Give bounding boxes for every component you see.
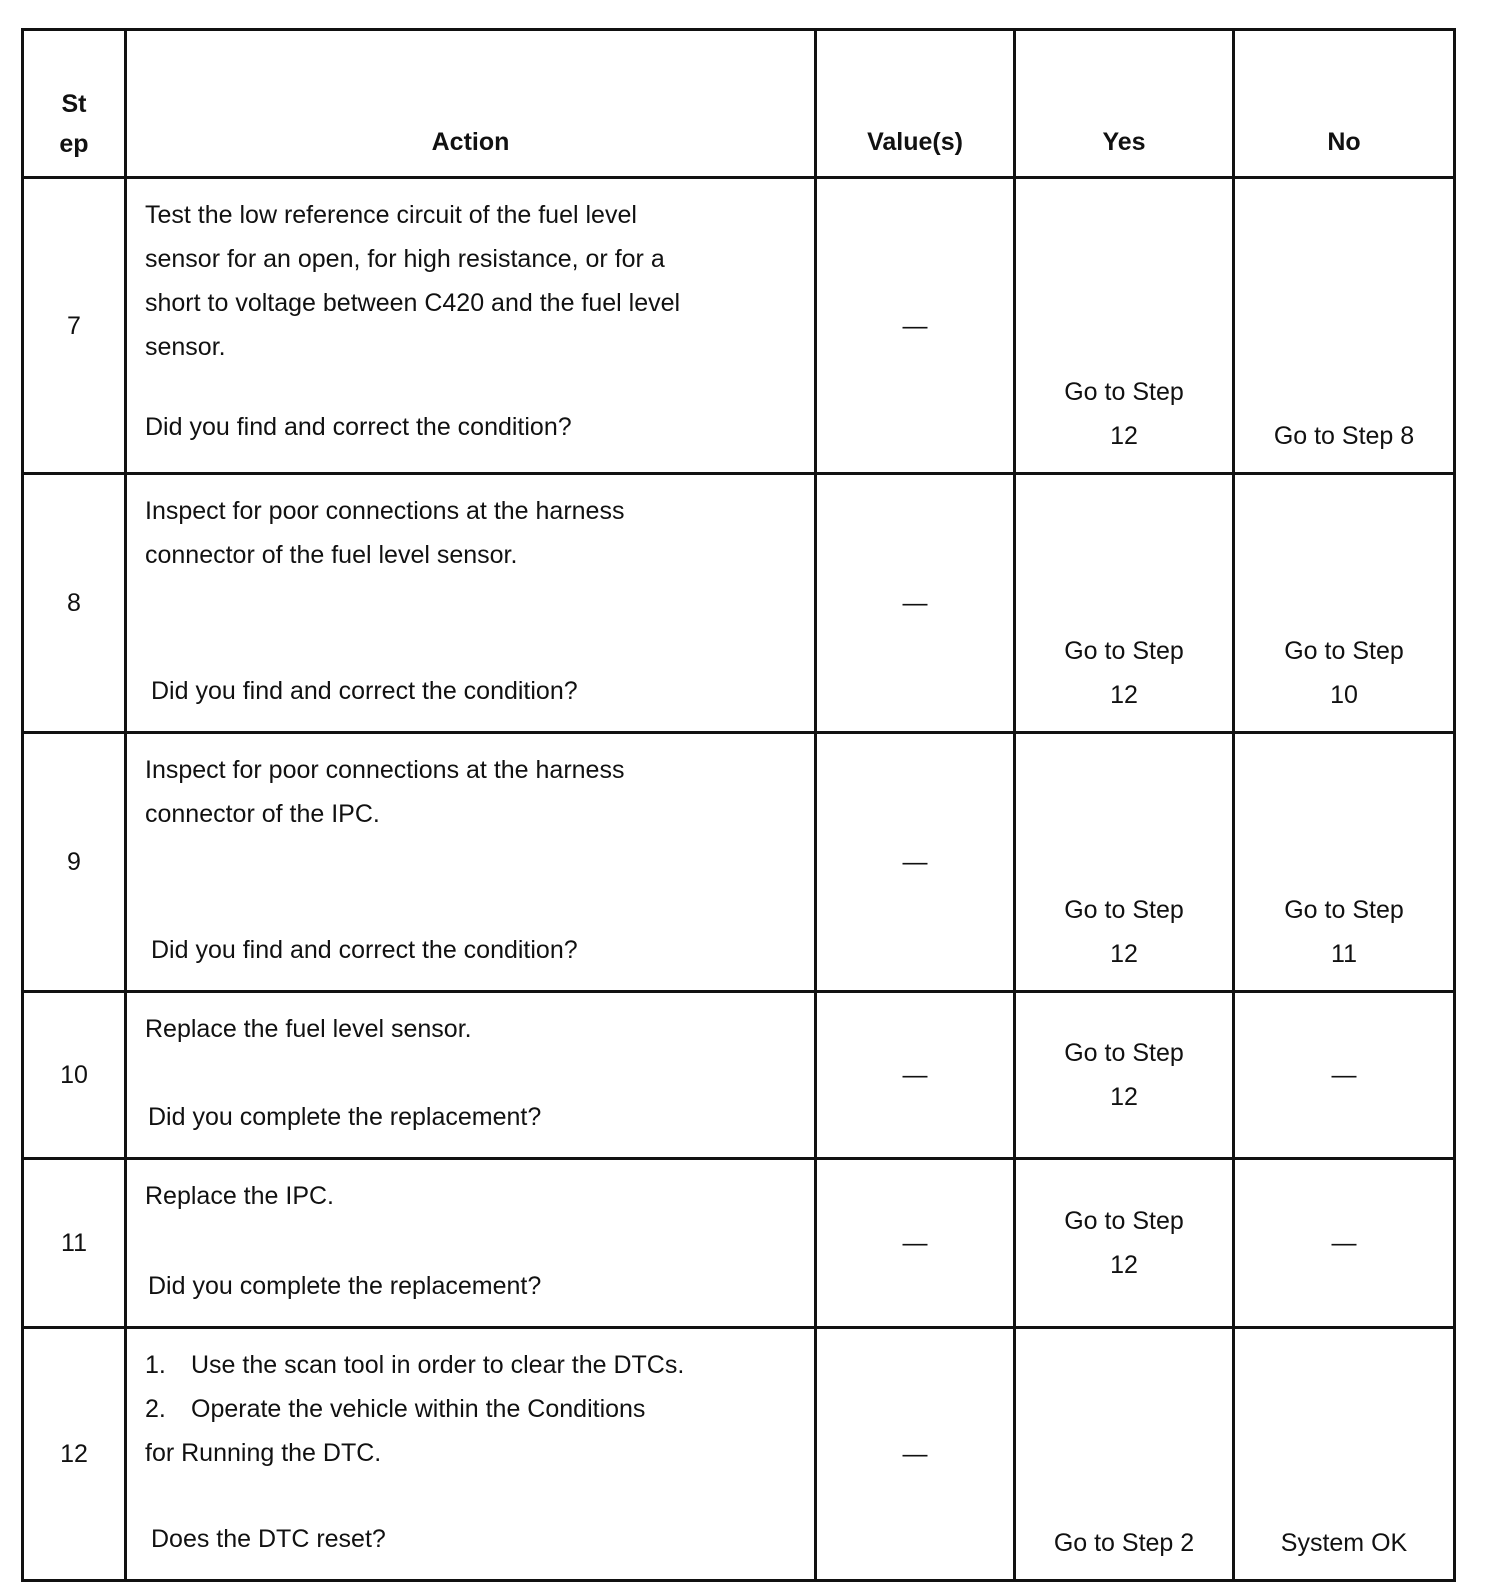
list-text: Use the scan tool in order to clear the DTCs. [191,1351,685,1379]
list-text: Operate the vehicle within the Conditions [191,1395,646,1423]
step-number: 10 [23,992,126,1159]
table-row [23,733,1455,992]
header-step [23,30,126,178]
no-line: 11 [1331,940,1357,968]
action-line: Test the low reference circuit of the fuel level [145,201,637,229]
no-line: 10 [1330,681,1358,709]
table-row [23,1159,1455,1328]
yes-line: 12 [1110,1251,1138,1279]
action-line: for Running the DTC. [145,1439,382,1467]
table-row [23,178,1455,474]
action-cell [126,178,816,474]
header-step-line1: St [61,90,87,118]
action-line: Inspect for poor connections at the harness [145,497,625,525]
action-question: Does the DTC reset? [151,1525,386,1553]
no-line: Go to Step [1284,896,1404,924]
step-number: 11 [23,1159,126,1328]
yes-cell [1015,992,1234,1159]
no-line: Go to Step 8 [1273,422,1415,450]
step-number: 9 [23,733,126,992]
action-line: short to voltage between C420 and the fuel level [145,289,681,317]
yes-line: Go to Step 2 [1053,1529,1195,1557]
table-row [23,474,1455,733]
yes-line: Go to Step [1064,637,1184,665]
table-row [23,992,1455,1159]
action-line: Inspect for poor connections at the harness [145,756,625,784]
yes-line: Go to Step [1064,896,1184,924]
header-no: No [1234,30,1455,178]
step-number: 8 [23,474,126,733]
action-cell [126,992,816,1159]
action-line: connector of the IPC. [145,800,380,828]
yes-line: Go to Step [1064,1039,1184,1067]
action-cell [126,474,816,733]
no-cell [1234,178,1455,474]
yes-cell [1015,178,1234,474]
value-cell: — [816,1328,1015,1581]
header-step-line2: ep [59,130,89,158]
action-question: Did you complete the replacement? [148,1103,542,1131]
action-line: sensor. [145,333,226,361]
value-cell: — [816,1159,1015,1328]
action-cell [126,1159,816,1328]
list-item [145,1343,798,1387]
no-line: — [1331,1229,1357,1257]
yes-line: 12 [1110,1083,1138,1111]
no-line: System OK [1280,1529,1408,1557]
action-line: connector of the fuel level sensor. [145,541,518,569]
action-cell [126,733,816,992]
no-cell [1234,1328,1455,1581]
action-question: Did you complete the replacement? [148,1272,542,1300]
action-line: Replace the fuel level sensor. [145,1015,472,1043]
list-item [145,1387,798,1431]
yes-cell [1015,733,1234,992]
yes-cell [1015,1328,1234,1581]
list-number: 2. [145,1395,166,1423]
list-number: 1. [145,1351,166,1379]
yes-line: 12 [1110,422,1138,450]
no-cell [1234,992,1455,1159]
action-question: Did you find and correct the condition? [151,677,578,705]
yes-line: Go to Step [1064,1207,1184,1235]
table-row [23,1328,1455,1581]
yes-line: 12 [1110,681,1138,709]
diagnostic-table [21,28,1456,1582]
value-cell: — [816,474,1015,733]
no-line: — [1331,1061,1357,1089]
yes-line: Go to Step [1064,378,1184,406]
action-question: Did you find and correct the condition? [151,936,578,964]
yes-line: 12 [1110,940,1138,968]
value-cell: — [816,992,1015,1159]
no-cell [1234,474,1455,733]
no-cell [1234,733,1455,992]
no-line: Go to Step [1284,637,1404,665]
value-cell: — [816,178,1015,474]
action-line: sensor for an open, for high resistance, or for a [145,245,665,273]
header-row [23,30,1455,178]
header-values: Value(s) [816,30,1015,178]
action-question: Did you find and correct the condition? [145,413,572,441]
step-number: 12 [23,1328,126,1581]
yes-cell [1015,1159,1234,1328]
header-yes: Yes [1015,30,1234,178]
header-action: Action [126,30,816,178]
yes-cell [1015,474,1234,733]
action-cell [126,1328,816,1581]
value-cell: — [816,733,1015,992]
no-cell [1234,1159,1455,1328]
step-number: 7 [23,178,126,474]
action-line: Replace the IPC. [145,1182,334,1210]
